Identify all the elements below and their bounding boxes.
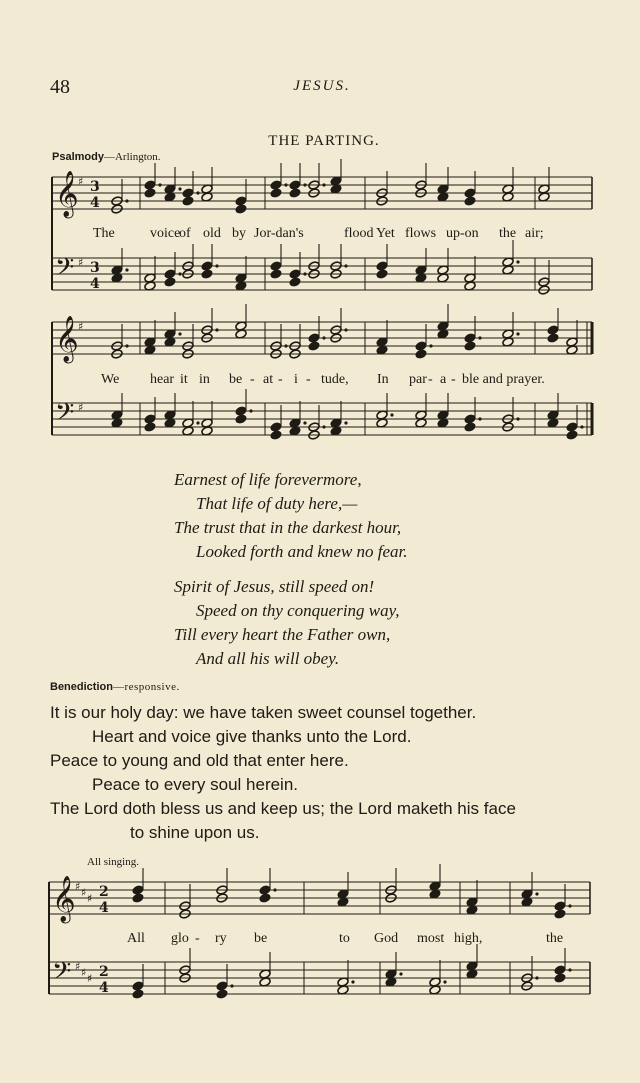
lyric-syllable: - xyxy=(195,931,200,946)
dot xyxy=(196,191,199,194)
note-head xyxy=(289,180,301,190)
dot xyxy=(568,968,571,971)
dot xyxy=(399,972,402,975)
note-head xyxy=(259,885,271,895)
lyric-syllable: old xyxy=(203,226,221,241)
note-head xyxy=(464,333,476,343)
benediction-label xyxy=(50,681,180,693)
dot xyxy=(568,904,571,907)
clefs xyxy=(52,171,109,996)
lyric-syllable: - xyxy=(250,372,255,387)
sharp-icon: ♯ xyxy=(78,320,84,333)
dot xyxy=(443,980,446,983)
reading-line: Peace to young and old that enter here. xyxy=(50,751,349,770)
running-head: JESUS. xyxy=(293,78,351,94)
dot xyxy=(125,199,128,202)
page-number: 48 xyxy=(50,76,70,98)
note-head xyxy=(144,422,156,432)
lyric-syllable: hear xyxy=(150,372,175,387)
note-head xyxy=(415,341,427,351)
reading-line: The Lord doth bless us and keep us; the Lord maketh his face xyxy=(50,799,516,818)
note-head xyxy=(547,325,559,335)
note-head xyxy=(270,180,282,190)
note-head xyxy=(415,349,427,359)
lyric-syllable: be xyxy=(254,931,268,946)
dot xyxy=(351,980,354,983)
sharp-icon: ♯ xyxy=(75,880,81,893)
dot xyxy=(580,425,583,428)
sharp-icon: ♯ xyxy=(81,966,87,979)
lyric-syllable: glo xyxy=(171,931,189,946)
poem-line: Speed on thy conquering way, xyxy=(196,601,400,620)
lyric-syllable: in xyxy=(199,372,210,387)
poem-line: And all his will obey. xyxy=(196,649,340,668)
dot xyxy=(344,421,347,424)
lyric-syllable: up-on xyxy=(446,226,479,241)
lyric-syllable: tude, xyxy=(321,372,349,387)
poem-line: Earnest of life forevermore, xyxy=(174,470,362,489)
dot xyxy=(178,272,181,275)
dot xyxy=(516,332,519,335)
note-head xyxy=(554,973,566,983)
lyric-syllable: the xyxy=(499,226,517,241)
note-head xyxy=(235,414,247,424)
lyric-syllable: most xyxy=(417,931,445,946)
lyric-syllable: of xyxy=(179,226,191,241)
time-signature: 2 xyxy=(99,964,109,980)
note-head xyxy=(235,196,247,206)
lyric-syllable: ble and prayer. xyxy=(462,372,545,387)
lyric-syllable: high, xyxy=(454,931,483,946)
treble-clef-icon: 𝄞 xyxy=(52,876,76,922)
dot xyxy=(322,425,325,428)
lyric-syllable: at xyxy=(263,372,274,387)
lyric-syllable: flows xyxy=(405,226,437,241)
lyric-syllable: - xyxy=(451,372,456,387)
lyric-syllable: God xyxy=(374,931,399,946)
time-signature: 4 xyxy=(90,276,100,292)
note-head xyxy=(554,965,566,975)
dot xyxy=(303,272,306,275)
note-head xyxy=(547,333,559,343)
dot xyxy=(344,264,347,267)
lyric-syllable: We xyxy=(101,372,120,387)
dot xyxy=(478,417,481,420)
dot xyxy=(535,976,538,979)
note-head xyxy=(464,188,476,198)
dot xyxy=(284,183,287,186)
lyric-syllable: ry xyxy=(215,931,227,946)
lyric-syllable: the xyxy=(546,931,564,946)
dot xyxy=(178,187,181,190)
note-head xyxy=(554,909,566,919)
lyric-syllable: a xyxy=(440,372,447,387)
time-signature: 4 xyxy=(99,980,109,996)
poem-line: The trust that in the darkest hour, xyxy=(174,518,402,537)
bass-clef-icon: 𝄢 xyxy=(55,398,75,433)
lyric-syllable: air; xyxy=(525,226,544,241)
note-head xyxy=(289,188,301,198)
time-signature: 4 xyxy=(90,195,100,211)
lyric-syllable: be xyxy=(229,372,243,387)
note-head xyxy=(270,261,282,271)
lyric-syllable: All xyxy=(127,931,145,946)
lyric-syllable: In xyxy=(377,372,389,387)
note-head xyxy=(216,989,228,999)
treble-clef-icon: 𝄞 xyxy=(55,316,79,362)
note-head xyxy=(132,885,144,895)
note-head xyxy=(182,188,194,198)
note-head xyxy=(289,277,301,287)
note-head xyxy=(132,981,144,991)
note-head xyxy=(289,269,301,279)
poem-line: Till every heart the Father own, xyxy=(174,625,391,644)
note-head xyxy=(270,269,282,279)
lyric-syllable: it xyxy=(180,372,188,387)
reading-line: to shine upon us. xyxy=(130,823,260,842)
note-head xyxy=(464,422,476,432)
lyric-syllable: by xyxy=(232,226,246,241)
dot xyxy=(273,888,276,891)
note-head xyxy=(144,180,156,190)
note-head xyxy=(216,981,228,991)
bass-clef-icon: 𝄢 xyxy=(52,957,72,992)
dot xyxy=(215,264,218,267)
sharp-icon: ♯ xyxy=(87,972,93,985)
reading-line: Peace to every soul herein. xyxy=(92,775,299,794)
poem-line: Looked forth and knew no fear. xyxy=(196,542,408,561)
bass-clef-icon: 𝄢 xyxy=(55,253,75,288)
note-head xyxy=(464,341,476,351)
note-head xyxy=(132,893,144,903)
note-head xyxy=(235,406,247,416)
time-signature: 3 xyxy=(90,260,100,276)
sharp-icon: ♯ xyxy=(78,256,84,269)
note-head xyxy=(270,430,282,440)
note-head xyxy=(376,269,388,279)
dot xyxy=(303,183,306,186)
dot xyxy=(284,344,287,347)
time-signature: 3 xyxy=(90,179,100,195)
time-signature: 4 xyxy=(99,900,109,916)
lyric-syllable: flood xyxy=(344,226,374,241)
lyric-syllable: - xyxy=(278,372,283,387)
dot xyxy=(158,183,161,186)
sharp-icon: ♯ xyxy=(78,401,84,414)
note-head xyxy=(201,269,213,279)
note-head xyxy=(164,269,176,279)
reading-line: It is our holy day: we have taken sweet counsel together. xyxy=(50,703,477,722)
note-head xyxy=(201,261,213,271)
note-head xyxy=(270,188,282,198)
dot xyxy=(303,421,306,424)
sharp-icon: ♯ xyxy=(78,175,84,188)
lyric-syllable: voice xyxy=(150,226,181,241)
dot xyxy=(125,268,128,271)
dot xyxy=(178,332,181,335)
dot xyxy=(535,892,538,895)
tune-name: —Arlington. xyxy=(103,151,161,163)
dot xyxy=(230,984,233,987)
dot xyxy=(322,183,325,186)
dot xyxy=(390,413,393,416)
lyric-syllable: to xyxy=(339,931,350,946)
dot xyxy=(516,260,519,263)
benediction-title: Benediction xyxy=(50,681,113,693)
dot xyxy=(125,344,128,347)
lyric-syllable: - xyxy=(428,372,433,387)
dot xyxy=(344,328,347,331)
note-head xyxy=(566,430,578,440)
note-head xyxy=(566,422,578,432)
poem-line: Spirit of Jesus, still speed on! xyxy=(174,577,375,596)
note-head xyxy=(270,422,282,432)
note-head xyxy=(144,188,156,198)
sharp-icon: ♯ xyxy=(75,960,81,973)
dot xyxy=(322,336,325,339)
note-head xyxy=(144,414,156,424)
dot xyxy=(516,417,519,420)
lyric-syllable: i xyxy=(294,372,298,387)
sharp-icon: ♯ xyxy=(87,892,93,905)
time-signature: 2 xyxy=(99,884,109,900)
note-head xyxy=(259,893,271,903)
dot xyxy=(215,328,218,331)
lyric-syllable: The xyxy=(93,226,115,241)
lyric-syllable: par xyxy=(409,372,427,387)
lyric-syllable: - xyxy=(306,372,311,387)
note-head xyxy=(554,901,566,911)
note-head xyxy=(235,204,247,214)
note-head xyxy=(376,261,388,271)
hymn-title: THE PARTING. xyxy=(268,133,380,149)
treble-clef-icon: 𝄞 xyxy=(55,171,79,217)
note-head xyxy=(132,989,144,999)
dot xyxy=(196,421,199,424)
dot xyxy=(249,409,252,412)
note-head xyxy=(164,277,176,287)
lyric-syllable: Jor-dan's xyxy=(254,226,304,241)
all-singing-label: All singing. xyxy=(87,856,139,868)
sharp-icon: ♯ xyxy=(81,886,87,899)
note-head xyxy=(308,333,320,343)
benediction-mode: —responsive. xyxy=(112,681,180,693)
tune-kind: Psalmody xyxy=(52,151,104,163)
note-head xyxy=(464,414,476,424)
dot xyxy=(478,336,481,339)
reading-line: Heart and voice give thanks unto the Lord. xyxy=(92,727,412,746)
note-head xyxy=(464,196,476,206)
dot xyxy=(429,344,432,347)
note-head xyxy=(182,196,194,206)
note-head xyxy=(308,341,320,351)
poem-line: That life of duty here,— xyxy=(196,494,358,513)
lyric-syllable: Yet xyxy=(376,226,395,241)
